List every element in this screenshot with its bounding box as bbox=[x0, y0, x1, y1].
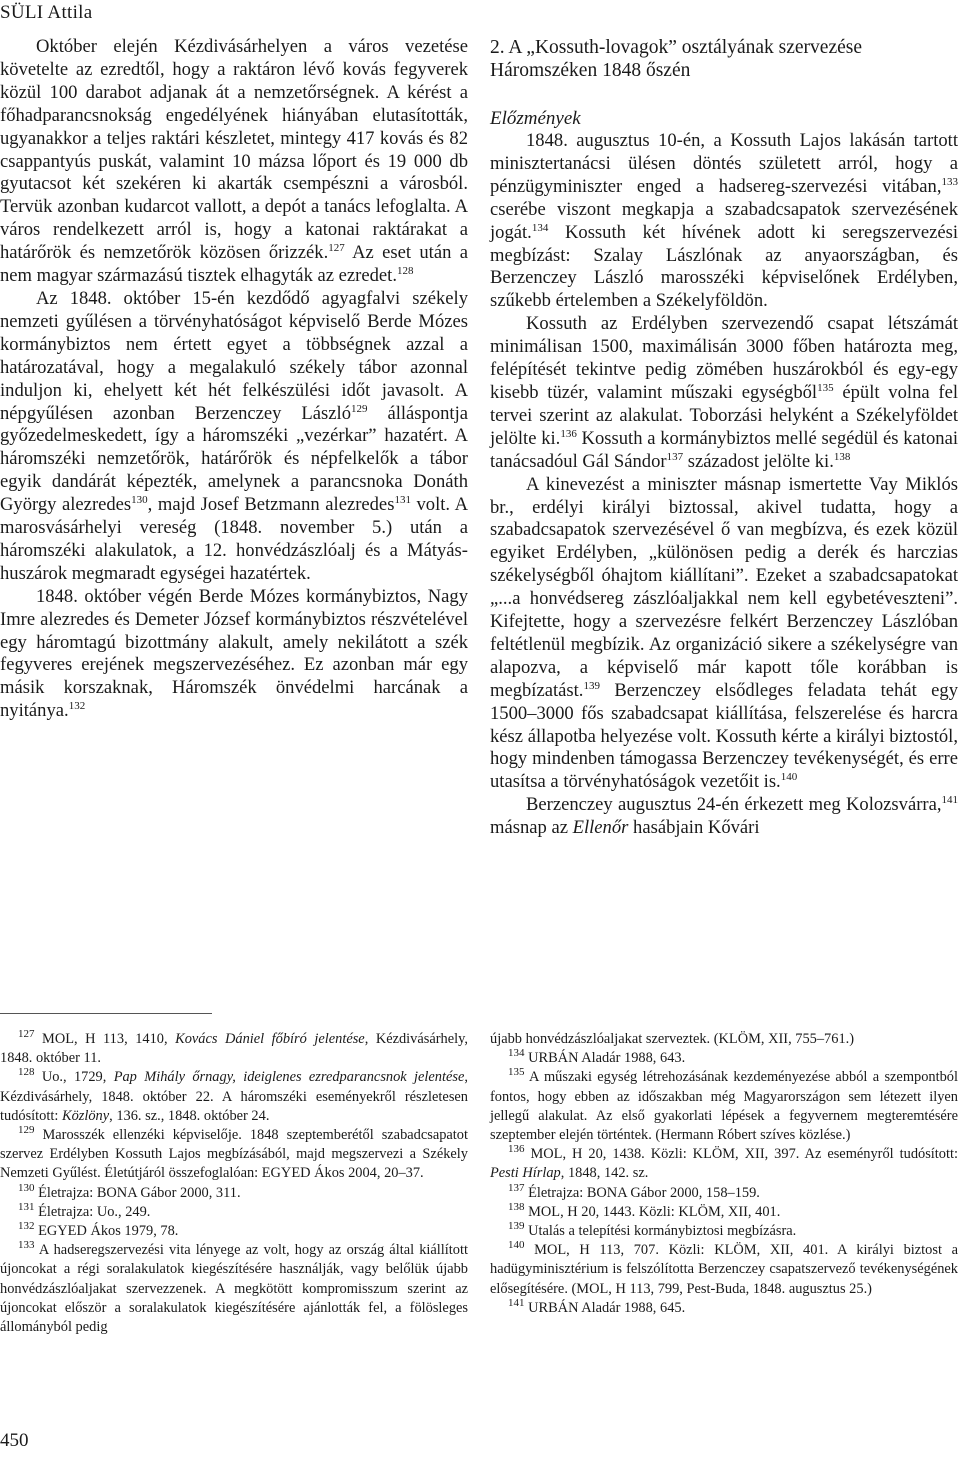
right-column bbox=[490, 36, 958, 840]
footnote-ref[interactable]: 131 bbox=[394, 493, 411, 506]
footnote-ref[interactable]: 136 bbox=[560, 427, 577, 440]
running-head: SÜLI Attila bbox=[0, 2, 93, 23]
footnote-ref[interactable]: 128 bbox=[396, 264, 414, 277]
left-column bbox=[0, 36, 468, 723]
paragraph: Kossuth az Erdélyben szervezendő csapat létszámát minimálisan 1500, maximálisán 3000 főben határozta meg, felépítését tekintve pedig zömében huszárokból és egy-egy kisebb tüzér, valamint műszaki egységből$^{135}$ épült volna fel tervei szerint az alakulat. Toborzási helyként a Székelyföldet jelölte ki.$^{136}$ Kossuth a kormánybiztos mellé segédül és katonai tanácsadóul Gál Sándor$^{137}$ századost jelölte ki.$^{138}$ bbox=[490, 313, 958, 472]
footnotes-left bbox=[0, 1030, 468, 1337]
page-number: 450 bbox=[0, 1430, 29, 1451]
footnote-ref[interactable]: 130 bbox=[131, 493, 148, 506]
footnote: $^{141}$ URBÁN Aladár 1988, 645. bbox=[508, 1297, 686, 1316]
footnote: $^{134}$ URBÁN Aladár 1988, 643. bbox=[508, 1047, 686, 1067]
footnote-ref[interactable]: 132 bbox=[68, 700, 86, 713]
paragraph: Berzenczey augusztus 24-én érkezett meg Kolozsvárra,$^{141}$ másnap az Ellenőr hasábjain Kővári bbox=[490, 794, 958, 839]
footnote: $^{137}$ Életrajza: BONA Gábor 2000, 158–159. bbox=[508, 1181, 760, 1201]
footnote: $^{139}$ Utalás a telepítési kormánybiztosi megbízásra. bbox=[508, 1220, 797, 1240]
paragraph: A kinevezést a miniszter másnap ismertette Vay Miklós br., erdélyi királyi biztossal, akivel tudatta, hogy a szabadcsapatok szervezésével ő van megbízva, és ezek közül egyiket Erdélyben, „különösen pedig a derék és harczias székelységből óhajtom kiállítani”. Ezeket a szabadcsapatokat „...a honvédsereg zászlóaljakkal nem kell egybetéveszteni”. Kifejtette, hogy a szervezésre felkért Berzenczey Lászlóban feltétlenül megbízik. Az organizáció sikere a székelységre van alapozva, a képviselő már kapott tőle korábban is megbízatást.$^{139}$ Berzenczey elsődleges feladata tehát egy 1500–3000 fős szabadcsapat kiállítása, felszerelése és harcra kész állapotba helyezése volt. Kossuth kérte a királyi biztostól, hogy mindenben támogassa Berzenczey tevékenységét, és erre utasítsa a törvényhatóságok vezetőit is.$^{140}$ bbox=[490, 473, 958, 793]
footnote: $^{132}$ EGYED Ákos 1979, 78. bbox=[18, 1220, 179, 1240]
footnote-ref[interactable]: 137 bbox=[666, 450, 684, 463]
paragraph: Az 1848. október 15-én kezdődő agyagfalvi székely nemzeti gyűlésen a törvényhatóságot képviselő Berde Mózes kormánybiztos nem értett egyet a többségnek azzal a határozatával, hogy a megalakuló székely tábor azonnal induljon ki, ehelyett két hét felkészülési időt javasolt. A népgyűlésen azonban Berzenczey László$^{129}$ álláspontja győzedelmeskedett, így a háromszéki „vezérkar” hazatért. A háromszéki nemzetőrök, határőrök és népfelkelők a tábor egyik dandárát képezték, amelynek a parancsnoka Donáth György alezredes$^{130}$, majd Josef Betzmann alezredes$^{131}$ volt. A marosvásárhelyi vereség (1848. november 5.) után a háromszéki alakulatok, a 12. honvédzászlóalj és a Mátyás-huszárok megmaradt egységei hazatértek. bbox=[0, 287, 469, 584]
footnote-continuation: újabb honvédzászlóaljakat szerveztek. (KLÖM, XII, 755–761.) bbox=[490, 1031, 855, 1047]
footnote: $^{130}$ Életrajza: BONA Gábor 2000, 311. bbox=[18, 1181, 241, 1201]
paragraph: Október elején Kézdivásárhelyen a város vezetése követelte az ezredtől, hogy a raktáron lévő kovás fegyverek közül 100 darabot adjanak át a nemzetőrségnek. A kérést a főhadparancsnokság engedélyének hiányában elutasították, ugyanakkor a teljes raktári készletet, mintegy 417 kovás és 82 csappantyús puskát, valamint 10 mázsa lőport és 19 000 db gyutacsot két szekéren ki akarták csempészni a városból. Tervük azonban kudarcot vallott, a depót a tanács lefoglalta. A város rendelkezett arról is, hogy a katonai raktárakat a határőrök és nemzetőrök közösen őrizzék.$^{127}$ Az eset után a nem magyar származású tisztek elhagyták az ezredet.$^{128}$ bbox=[0, 36, 468, 287]
footnote: $^{136}$ MOL, H 20, 1438. Közli: KLÖM, XII, 397. Az eseményről tudósított: Pesti Hírlap, 1848, 142. sz. bbox=[490, 1143, 958, 1182]
paragraph: 1848. augusztus 10-én, a Kossuth Lajos lakásán tartott minisztertanácsi ülésen döntés született arról, hogy a pénzügyminiszter enged a hadsereg-szervezési vitában,$^{133}$ cserébe viszont megkapja a szabadcsapatok szervezésének jogát.$^{134}$ Kossuth két hívének adott ki seregszervezési megbízást: Szalay Lászlónak az anyaországban, és Berzenczey László marosszéki képviselőnek Erdélyben, szűkebb értelemben a Székelyföldön. bbox=[490, 130, 958, 312]
footnote-ref[interactable]: 129 bbox=[351, 402, 368, 415]
footnote: $^{129}$ Marosszék ellenzéki képviselője. 1848 szeptemberétől szabadcsapatot szervez Erdélyben Kossuth Lajos megbízásából, majd megszervezi a Székely Nemzeti Gyűlést. Életútjáról összefoglalóan: EGYED Ákos 2004, 20–37. bbox=[0, 1124, 468, 1182]
footnotes-right bbox=[490, 1030, 958, 1318]
section-heading: 2. A „Kossuth-lovagok” osztályának szervezése Háromszéken 1848 őszén bbox=[490, 37, 863, 81]
footnote-ref[interactable]: 127 bbox=[328, 241, 345, 254]
footnote: $^{133}$ A hadseregszervezési vita lényege az volt, hogy az ország által kiállított újoncokat a régi soralakulatok kiegészítésére használják, vagy belőlük újabb honvédzászlóaljakat szervezzenek. A megkötött kompromisszum szerint az újoncokat először a soralakulatok kiegészítésére ajánlották fel, a fölösleges állományból pedig bbox=[0, 1239, 468, 1336]
footnote-ref[interactable]: 134 bbox=[531, 221, 549, 234]
footnote-ref[interactable]: 139 bbox=[583, 679, 600, 692]
footnote-ref[interactable]: 135 bbox=[817, 381, 834, 394]
footnote-ref[interactable]: 133 bbox=[941, 175, 958, 188]
footnote: $^{131}$ Életrajza: Uo., 249. bbox=[18, 1201, 151, 1220]
footnote: $^{140}$ MOL, H 113, 707. Közli: KLÖM, XII, 401. A királyi biztost a hadügyminisztérium is felszólította Berzenczey csapatszervező tevékenységének elősegítésére. (MOL, H 113, 799, Pest-Buda, 1848. augusztus 25.) bbox=[490, 1239, 958, 1297]
footnote: $^{135}$ A műszaki egység létrehozásának kezdeményezése abból a szempontból fontos, hogy ebben az időszakban még Magyarországon sem létezett ilyen jellegű alakulat. Az első gyakorlati lépések a fegyvernem megteremtésére szeptember elején történtek. (Hermann Róbert szíves közlése.) bbox=[490, 1066, 958, 1144]
footnote-rule bbox=[0, 1013, 212, 1014]
footnote-ref[interactable]: 141 bbox=[941, 794, 958, 807]
footnote-ref[interactable]: 138 bbox=[833, 450, 851, 463]
footnote: $^{138}$ MOL, H 20, 1443. Közli: KLÖM, XII, 401. bbox=[508, 1201, 781, 1220]
footnote: $^{127}$ MOL, H 113, 1410, Kovács Dániel főbíró jelentése, Kézdivásárhely, 1848. október 11. bbox=[0, 1028, 468, 1067]
footnote: $^{128}$ Uo., 1729, Pap Mihály őrnagy, ideiglenes ezredparancsnok jelentése, Kézdivásárhely, 1848. október 22. A háromszéki eseményekről részletesen tudósított: Közlöny, 136. sz., 1848. október 24. bbox=[0, 1066, 468, 1124]
footnote-ref[interactable]: 140 bbox=[780, 771, 798, 784]
paragraph: 1848. október végén Berde Mózes kormánybiztos, Nagy Imre alezredes és Demeter József kormánybiztos részvételével egy háromtagú bizottmány alakult, amely nekilátott a szék fegyveres erejének megszervezéséhez. Ez azonban már egy másik korszaknak, Háromszék önvédelmi harcának a nyitánya.$^{132}$ bbox=[0, 585, 468, 722]
subsection-heading: Előzmények bbox=[490, 108, 581, 129]
